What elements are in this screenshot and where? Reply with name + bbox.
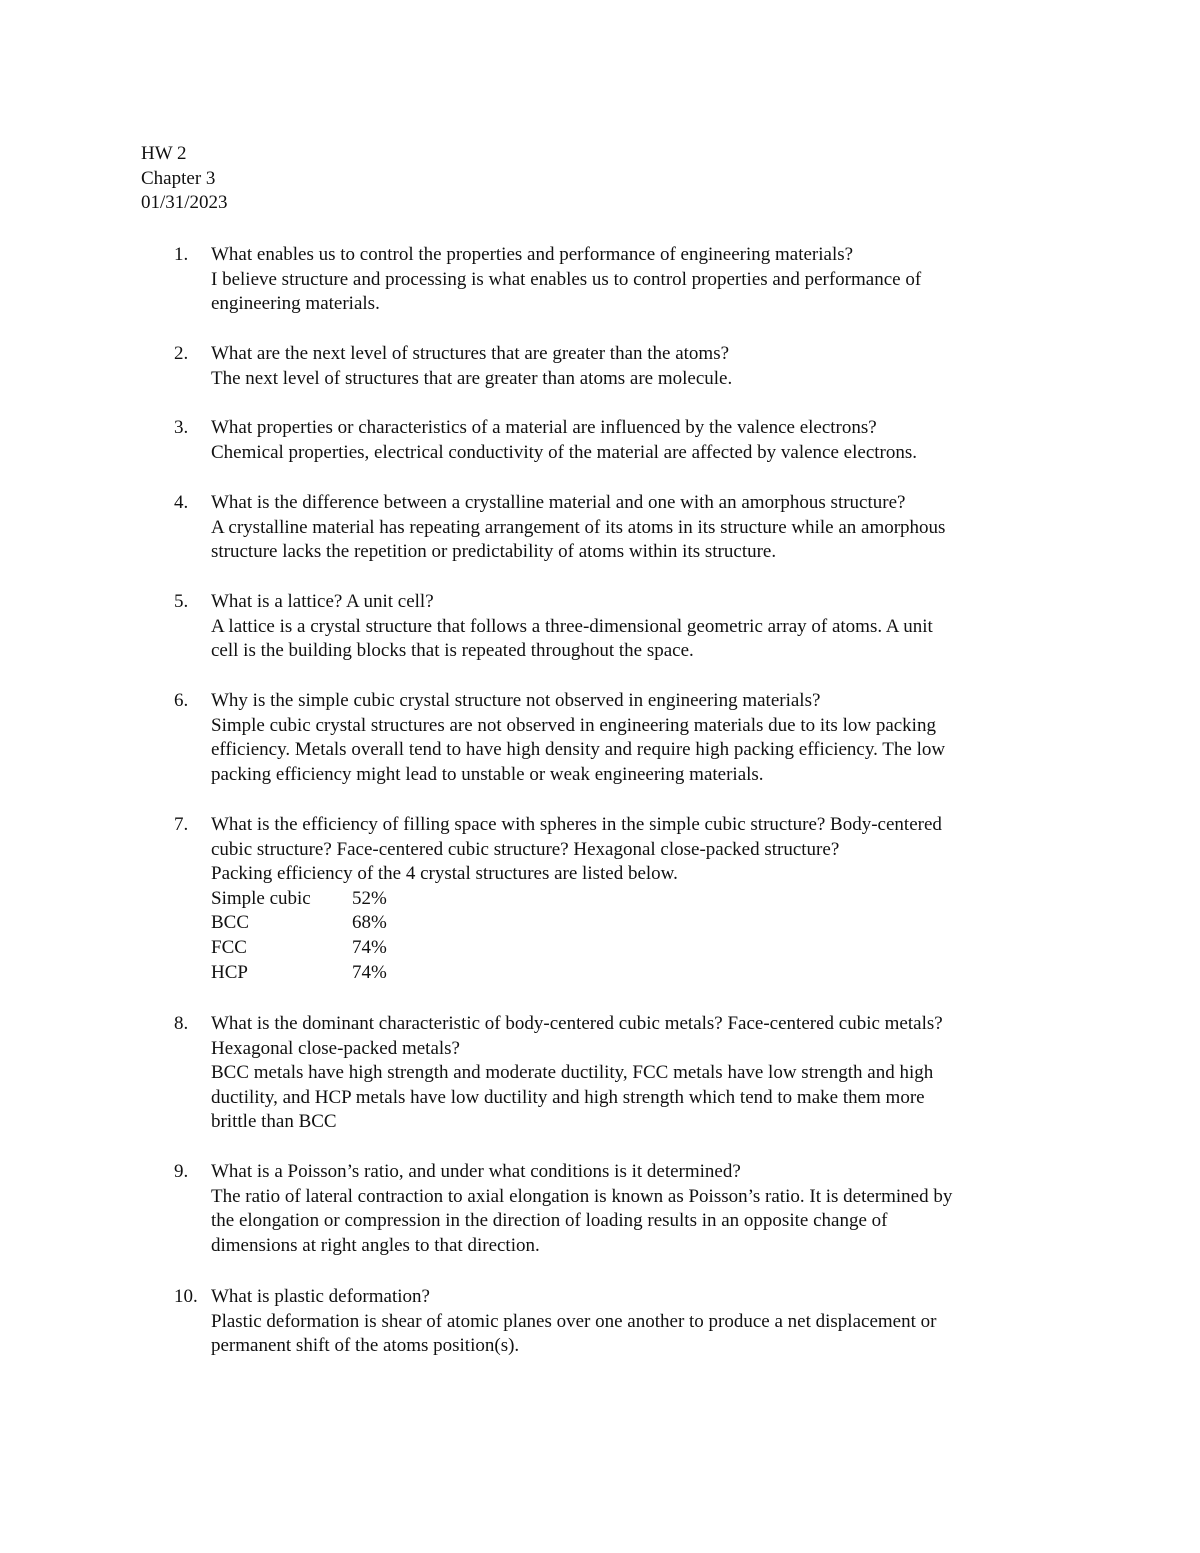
question-number: 6. — [174, 690, 189, 711]
packing-efficiency-value: 74% — [352, 936, 387, 958]
answer-text: permanent shift of the atoms position(s). — [211, 1335, 520, 1357]
answer-text: efficiency. Metals overall tend to have high density and require high packing efficiency. The low — [211, 739, 946, 761]
question-number: 7. — [174, 814, 189, 835]
question-text: What is the difference between a crystalline material and one with an amorphous structure? — [211, 492, 906, 513]
question-body — [211, 1285, 1091, 1359]
question-text: What enables us to control the properties and performance of engineering materials? — [211, 244, 854, 265]
answer-text: A lattice is a crystal structure that follows a three-dimensional geometric array of atoms. A unit — [211, 615, 933, 637]
document-header — [141, 142, 228, 216]
packing-efficiency-row — [211, 961, 1091, 986]
answer-text: Chemical properties, electrical conductivity of the material are affected by valence electrons. — [211, 441, 918, 463]
answer-text: Simple cubic crystal structures are not observed in engineering materials due to its low packing — [211, 714, 936, 736]
answer-text: engineering materials. — [211, 293, 380, 315]
structure-name: Simple cubic — [211, 887, 311, 909]
question-body — [211, 689, 1091, 787]
structure-name: HCP — [211, 961, 248, 983]
structure-name: BCC — [211, 912, 250, 934]
chapter-label: Chapter 3 — [141, 167, 216, 189]
question-text: What properties or characteristics of a material are influenced by the valence electrons? — [211, 417, 877, 438]
question-body — [211, 590, 1091, 664]
question-number: 2. — [174, 343, 189, 364]
question-body — [211, 416, 1091, 465]
answer-text: A crystalline material has repeating arrangement of its atoms in its structure while an amorphous — [211, 516, 946, 538]
answer-text: BCC metals have high strength and moderate ductility, FCC metals have low strength and high — [211, 1062, 934, 1084]
answer-text: Plastic deformation is shear of atomic planes over one another to produce a net displacement or — [211, 1310, 937, 1332]
packing-efficiency-value: 52% — [352, 887, 387, 909]
answer-text: packing efficiency might lead to unstable or weak engineering materials. — [211, 763, 764, 785]
date-label: 01/31/2023 — [141, 192, 228, 214]
answer-text: ductility, and HCP metals have low ductility and high strength which tend to make them more — [211, 1086, 925, 1108]
question-text: What is plastic deformation? — [211, 1286, 430, 1307]
question-body — [211, 491, 1091, 565]
question-body — [211, 342, 1091, 391]
question-number: 8. — [174, 1013, 189, 1034]
packing-efficiency-row — [211, 887, 1091, 912]
question-body — [211, 813, 1091, 985]
question-text: What is the efficiency of filling space with spheres in the simple cubic structure? Body-centered — [211, 814, 942, 835]
question-text: Why is the simple cubic crystal structure not observed in engineering materials? — [211, 690, 821, 711]
answer-text: Hexagonal close-packed metals? — [211, 1037, 460, 1059]
packing-efficiency-value: 74% — [352, 961, 387, 983]
question-body — [211, 243, 1091, 317]
question-number: 3. — [174, 417, 189, 438]
packing-efficiency-row — [211, 911, 1091, 936]
answer-text: cubic structure? Face-centered cubic structure? Hexagonal close-packed structure? — [211, 838, 840, 860]
question-text: What is a lattice? A unit cell? — [211, 591, 434, 612]
question-text: What is a Poisson’s ratio, and under what conditions is it determined? — [211, 1161, 741, 1182]
answer-text: cell is the building blocks that is repeated throughout the space. — [211, 640, 694, 662]
question-body — [211, 1160, 1091, 1258]
question-text: What is the dominant characteristic of body-centered cubic metals? Face-centered cubic metals? — [211, 1013, 943, 1034]
answer-text: structure lacks the repetition or predictability of atoms within its structure. — [211, 541, 777, 563]
question-number: 10. — [174, 1286, 198, 1307]
question-number: 4. — [174, 492, 189, 513]
answer-text: I believe structure and processing is what enables us to control properties and performance of — [211, 268, 922, 290]
question-number: 5. — [174, 591, 189, 612]
question-number: 1. — [174, 244, 189, 265]
answer-text: Packing efficiency of the 4 crystal structures are listed below. — [211, 863, 678, 885]
answer-text: the elongation or compression in the direction of loading results in an opposite change of — [211, 1210, 888, 1232]
answer-text: The ratio of lateral contraction to axial elongation is known as Poisson’s ratio. It is determined by — [211, 1185, 953, 1207]
answer-text: The next level of structures that are greater than atoms are molecule. — [211, 367, 733, 389]
answer-text: dimensions at right angles to that direction. — [211, 1234, 540, 1256]
packing-efficiency-value: 68% — [352, 912, 387, 934]
question-number: 9. — [174, 1161, 189, 1182]
answer-text: brittle than BCC — [211, 1111, 337, 1133]
question-text: What are the next level of structures that are greater than the atoms? — [211, 343, 730, 364]
homework-title: HW 2 — [141, 143, 187, 164]
packing-efficiency-row — [211, 936, 1091, 961]
question-body — [211, 1012, 1091, 1135]
structure-name: FCC — [211, 936, 247, 958]
